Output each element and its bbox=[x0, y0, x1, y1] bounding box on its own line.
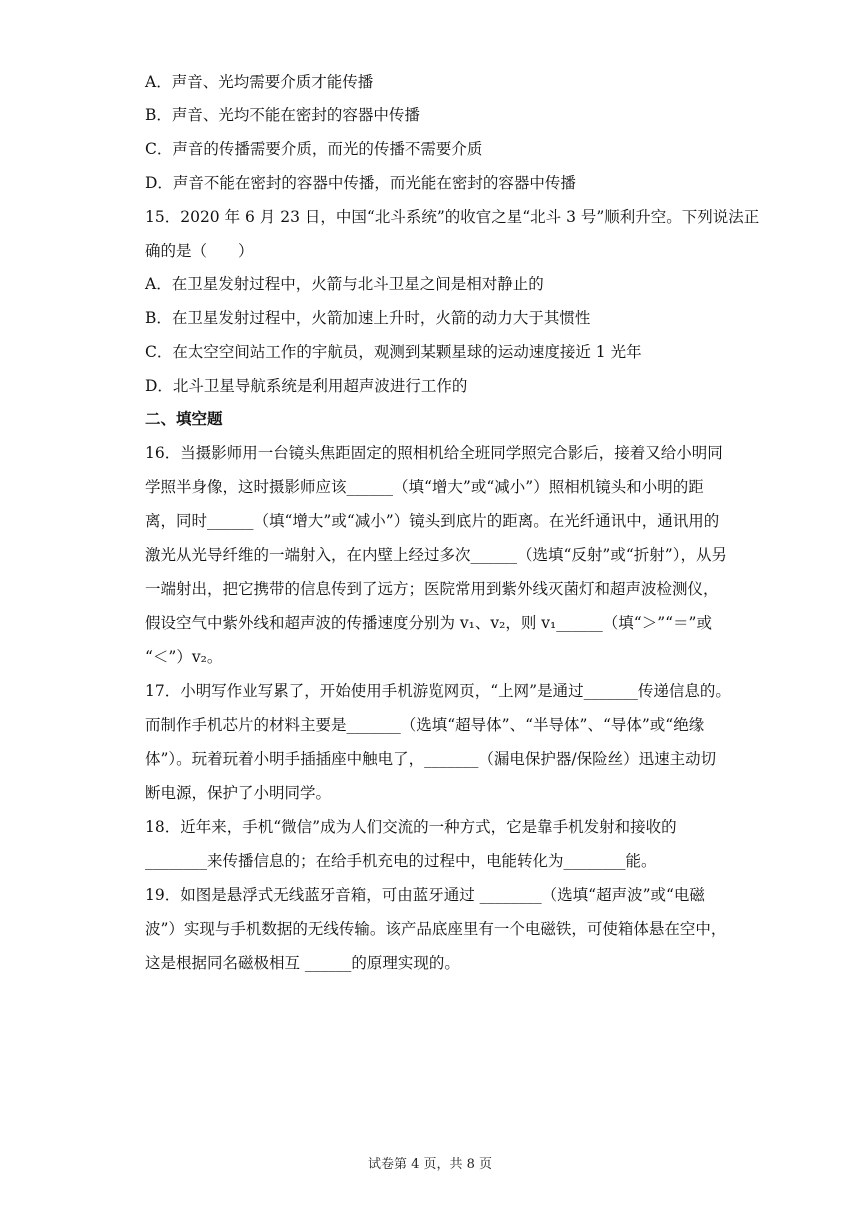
q18-line: ________来传播信息的；在给手机充电的过程中，电能转化为________能。 bbox=[145, 852, 657, 870]
q15-option-a: A．在卫星发射过程中，火箭与北斗卫星之间是相对静止的 bbox=[145, 275, 544, 293]
q19-line: 波”）实现与手机数据的无线传输。该产品底座里有一个电磁铁，可使箱体悬在空中， bbox=[145, 920, 727, 938]
q14-option-b: B．声音、光均不能在密封的容器中传播 bbox=[145, 106, 420, 124]
q16-line: 假设空气中紫外线和超声波的传播速度分别为 v₁、v₂，则 v₁______（填“＞”“＝”或 bbox=[145, 614, 712, 632]
q15-option-d: D．北斗卫星导航系统是利用超声波进行工作的 bbox=[145, 377, 468, 395]
q17-line: 体”）。玩着玩着小明手插插座中触电了，_______（漏电保护器/保险丝）迅速主动切 bbox=[145, 750, 717, 768]
q14-option-a: A．声音、光均需要介质才能传播 bbox=[145, 73, 374, 91]
page-footer: 试卷第 4 页，共 8 页 bbox=[367, 1157, 493, 1172]
q17-line: 17．小明写作业写累了，开始使用手机游览网页，“上网”是通过_______传递信息的。 bbox=[145, 682, 731, 700]
q15-stem-line: 15．2020 年 6 月 23 日，中国“北斗系统”的收官之星“北斗 3 号”顺利升空。下列说法正 bbox=[145, 208, 760, 226]
q16-line: 激光从光导纤维的一端射入，在内壁上经过多次______（选填“反射”或“折射”），从另 bbox=[145, 546, 727, 564]
q19-line: 19．如图是悬浮式无线蓝牙音箱，可由蓝牙通过 ________（选填“超声波”或“电磁 bbox=[145, 886, 705, 904]
q15-option-c: C．在太空空间站工作的宇航员，观测到某颗星球的运动速度接近 1 光年 bbox=[145, 343, 642, 361]
q18-line: 18．近年来，手机“微信”成为人们交流的一种方式，它是靠手机发射和接收的 bbox=[145, 818, 677, 836]
q16-line: “＜”）v₂。 bbox=[145, 648, 223, 666]
q14-option-c: C．声音的传播需要介质，而光的传播不需要介质 bbox=[145, 140, 483, 158]
q17-line: 断电源，保护了小明同学。 bbox=[145, 784, 332, 802]
q16-line: 一端射出，把它携带的信息传到了远方；医院常用到紫外线灭菌灯和超声波检测仪， bbox=[145, 580, 719, 598]
q19-line: 这是根据同名磁极相互 ______的原理实现的。 bbox=[145, 954, 460, 972]
q17-line: 而制作手机芯片的材料主要是_______（选填“超导体”、“半导体”、“导体”或“绝缘 bbox=[145, 716, 705, 734]
q15-stem-line: 确的是（ ） bbox=[145, 242, 254, 260]
q16-line: 学照半身像，这时摄影师应该______（填“增大”或“减小”）照相机镜头和小明的距 bbox=[145, 478, 704, 496]
q16-line: 离，同时______（填“增大”或“减小”）镜头到底片的距离。在光纤通讯中，通讯用的 bbox=[145, 512, 720, 530]
q15-option-b: B．在卫星发射过程中，火箭加速上升时，火箭的动力大于其惯性 bbox=[145, 309, 591, 327]
q16-line: 16．当摄影师用一台镜头焦距固定的照相机给全班同学照完合影后，接着又给小明同 bbox=[145, 444, 723, 462]
q14-option-d: D．声音不能在密封的容器中传播，而光能在密封的容器中传播 bbox=[145, 174, 576, 192]
section-title: 二、填空题 bbox=[145, 410, 223, 428]
